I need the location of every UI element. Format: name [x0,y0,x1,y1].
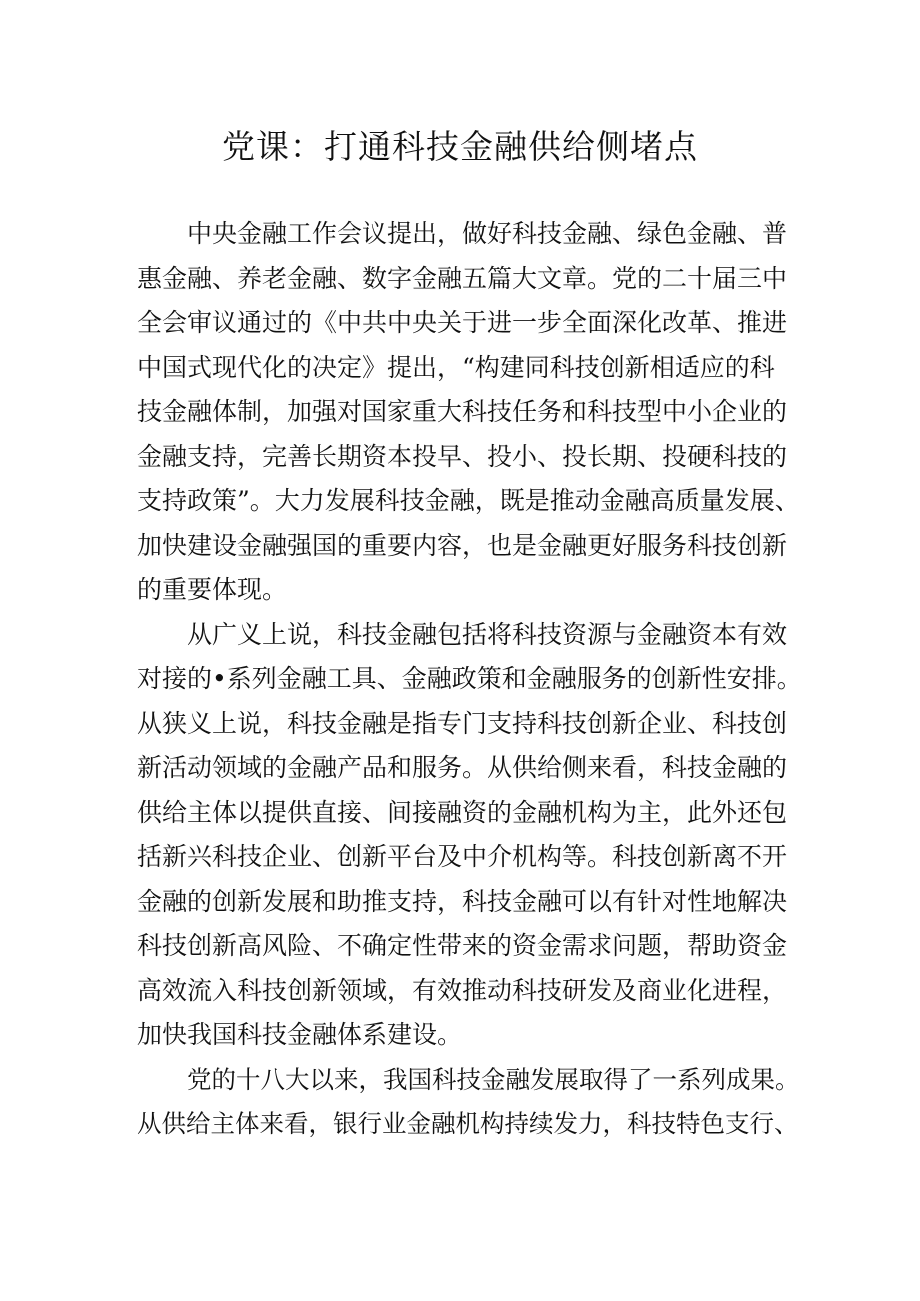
text-line: 新活动领域的金融产品和服务。从供给侧来看，科技金融的 [137,753,788,782]
text-line: 技金融体制，加强对国家重大科技任务和科技型中小企业的 [137,397,788,426]
text-line: 加快我国科技金融体系建设。 [137,1020,463,1049]
text-line: 从广义上说，科技金融包括将科技资源与金融资本有效 [187,619,788,649]
text-line: 中国式现代化的决定》提出，“构建同科技创新相适应的科 [137,352,775,382]
text-line: 金融的创新发展和助推支持，科技金融可以有针对性地解决 [137,886,788,916]
text-line: 科技创新高风险、不确定性带来的资金需求问题，帮助资金 [137,931,788,960]
page-title: 党课：打通科技金融供给侧堵点 [222,127,698,166]
text-line: 对接的•系列金融工具、金融政策和金融服务的创新性安排。 [137,664,802,693]
text-line: 从狭义上说，科技金融是指专门支持科技创新企业、科技创 [137,708,788,738]
text-line: 中央金融工作会议提出，做好科技金融、绿色金融、普 [187,219,788,248]
text-line: 惠金融、养老金融、数字金融五篇大文章。党的二十届三中 [137,263,788,293]
text-line: 支持政策”。大力发展科技金融，既是推动金融高质量发展、 [137,486,800,515]
text-line: 从供给主体来看，银行业金融机构持续发力，科技特色支行、 [137,1109,799,1138]
text-line: 金融支持，完善长期资本投早、投小、投长期、投硬科技的 [137,441,788,471]
text-line: 高效流入科技创新领域，有效推动科技研发及商业化进程， [137,975,788,1005]
text-line: 全会审议通过的《中共中央关于进一步全面深化改革、推进 [137,308,788,337]
text-line: 党的十八大以来，我国科技金融发展取得了一系列成果。 [187,1064,800,1094]
text-line: 加快建设金融强国的重要内容，也是金融更好服务科技创新 [137,530,788,560]
text-line: 供给主体以提供直接、间接融资的金融机构为主，此外还包 [137,797,788,827]
text-line: 括新兴科技企业、创新平台及中介机构等。科技创新离不开 [137,842,788,871]
document-body [137,212,805,1147]
text-line: 的重要体现。 [137,575,288,604]
